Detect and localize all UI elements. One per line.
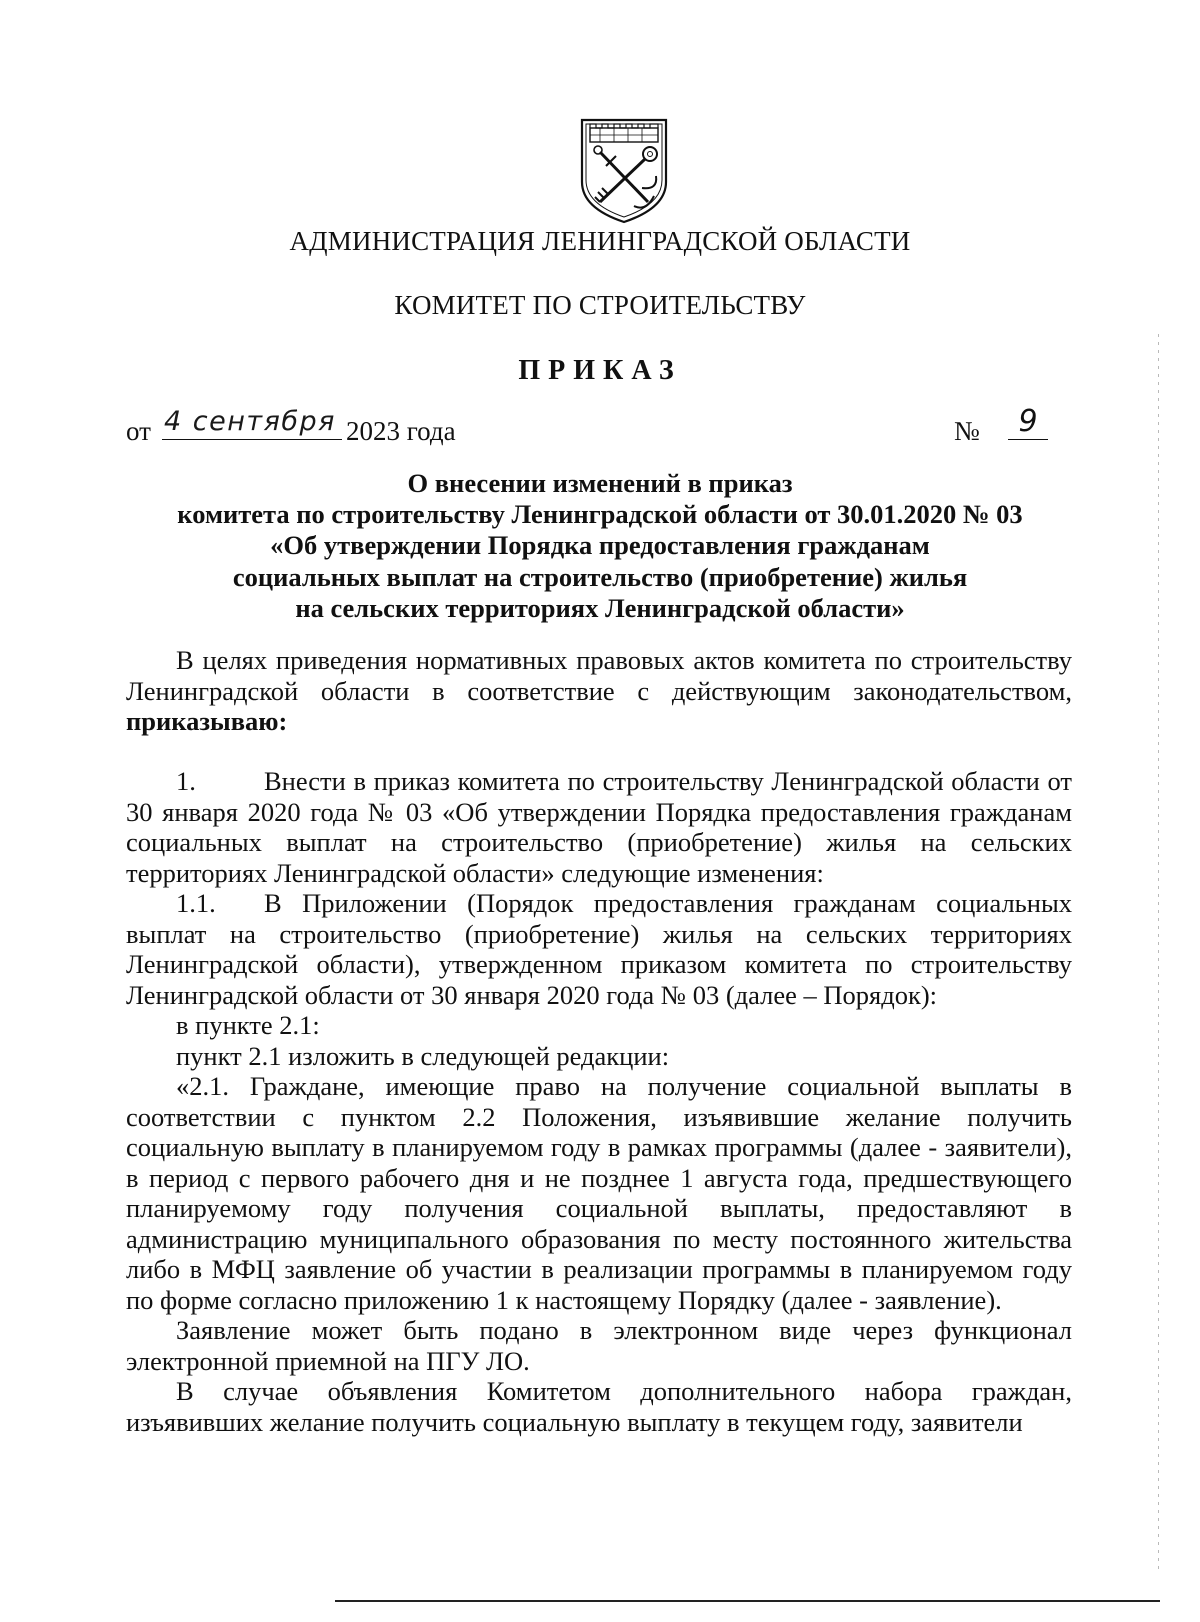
date-number-row xyxy=(126,404,1038,450)
clause-instruction-paragraph xyxy=(126,1041,1072,1072)
clause-point-text: в пункте 2.1: xyxy=(176,1010,320,1040)
electronic-submission-paragraph xyxy=(126,1315,1072,1376)
document-type-title: ПРИКАЗ xyxy=(518,355,682,386)
date-year: 2023 года xyxy=(346,416,456,446)
preamble-text: В целях приведения нормативных правовых актов комитета по строительству Ленинградской области в соответствие с действующим законодательством, xyxy=(126,645,1072,706)
item-1-1-number: 1.1. xyxy=(176,888,216,918)
order-directive: приказываю: xyxy=(126,706,288,736)
date-prefix: от xyxy=(126,416,151,446)
title-line: комитета по строительству Ленинградской области от 30.01.2020 № 03 xyxy=(177,499,1023,530)
order-title xyxy=(0,468,1200,624)
handwritten-number: 9 xyxy=(1008,404,1048,440)
item-1-1-paragraph xyxy=(126,888,1072,1010)
title-line: социальных выплат на строительство (приобретение) жилья xyxy=(232,561,968,592)
item-1-text: Внести в приказ комитета по строительству Ленинградской области от 30 января 2020 года № 03 «Об утверждении Порядка предоставления гражданам социальных выплат на строительство (приобретение) жилья на сельских территориях Ленинградской области» следующие изменения: xyxy=(126,766,1072,888)
item-1-number: 1. xyxy=(176,766,196,796)
additional-recruitment-text: В случае объявления Комитетом дополнительного набора граждан, изъявивших желание получить социальную выплату в текущем году, заявители xyxy=(126,1376,1072,1437)
number-label: № xyxy=(954,416,980,446)
item-1-1-text: В Приложении (Порядок предоставления гражданам социальных выплат на строительство (приобретение) жилья на сельских территориях Ленинградской области), утвержденном приказом комитета по строительству Ленинградской области от 30 января 2020 года № 03 (далее – Порядок): xyxy=(126,888,1072,1010)
additional-recruitment-paragraph xyxy=(126,1376,1072,1437)
committee-name: КОМИТЕТ ПО СТРОИТЕЛЬСТВУ xyxy=(394,290,806,320)
handwritten-date: 4 сентября xyxy=(162,406,342,440)
item-1-paragraph xyxy=(126,766,1072,888)
clause-point-paragraph xyxy=(126,1010,1072,1041)
electronic-submission-text: Заявление может быть подано в электронном виде через функционал электронной приемной на ПГУ ЛО. xyxy=(126,1315,1072,1376)
preamble-paragraph xyxy=(126,645,1072,737)
title-line: О внесении изменений в приказ xyxy=(407,468,793,498)
leningrad-oblast-coat-of-arms-icon xyxy=(576,116,672,226)
scan-artifact-line xyxy=(1158,334,1159,1574)
clause-instruction-text: пункт 2.1 изложить в следующей редакции: xyxy=(176,1041,670,1071)
clause-2-1-text: «2.1. Граждане, имеющие право на получение социальной выплаты в соответствии с пунктом 2.2 Положения, изъявившие желание получить социальную выплату в планируемом году в рамках программы (далее - заявители), в период с первого рабочего дня и не позднее 1 августа года, предшествующего планируемому году получения социальной выплаты, предоставляют в администрацию муниципального образования по месту постоянного жительства либо в МФЦ заявление об участии в реализации программы в планируемом году по форме согласно приложению 1 к настоящему Порядку (далее - заявление). xyxy=(126,1071,1072,1315)
organization-name: АДМИНИСТРАЦИЯ ЛЕНИНГРАДСКОЙ ОБЛАСТИ xyxy=(289,226,911,256)
title-line: на сельских территориях Ленинградской области» xyxy=(295,592,905,623)
clause-2-1-paragraph xyxy=(126,1071,1072,1315)
title-line: «Об утверждении Порядка предоставления гражданам xyxy=(270,530,930,561)
bottom-rule xyxy=(335,1600,1160,1602)
